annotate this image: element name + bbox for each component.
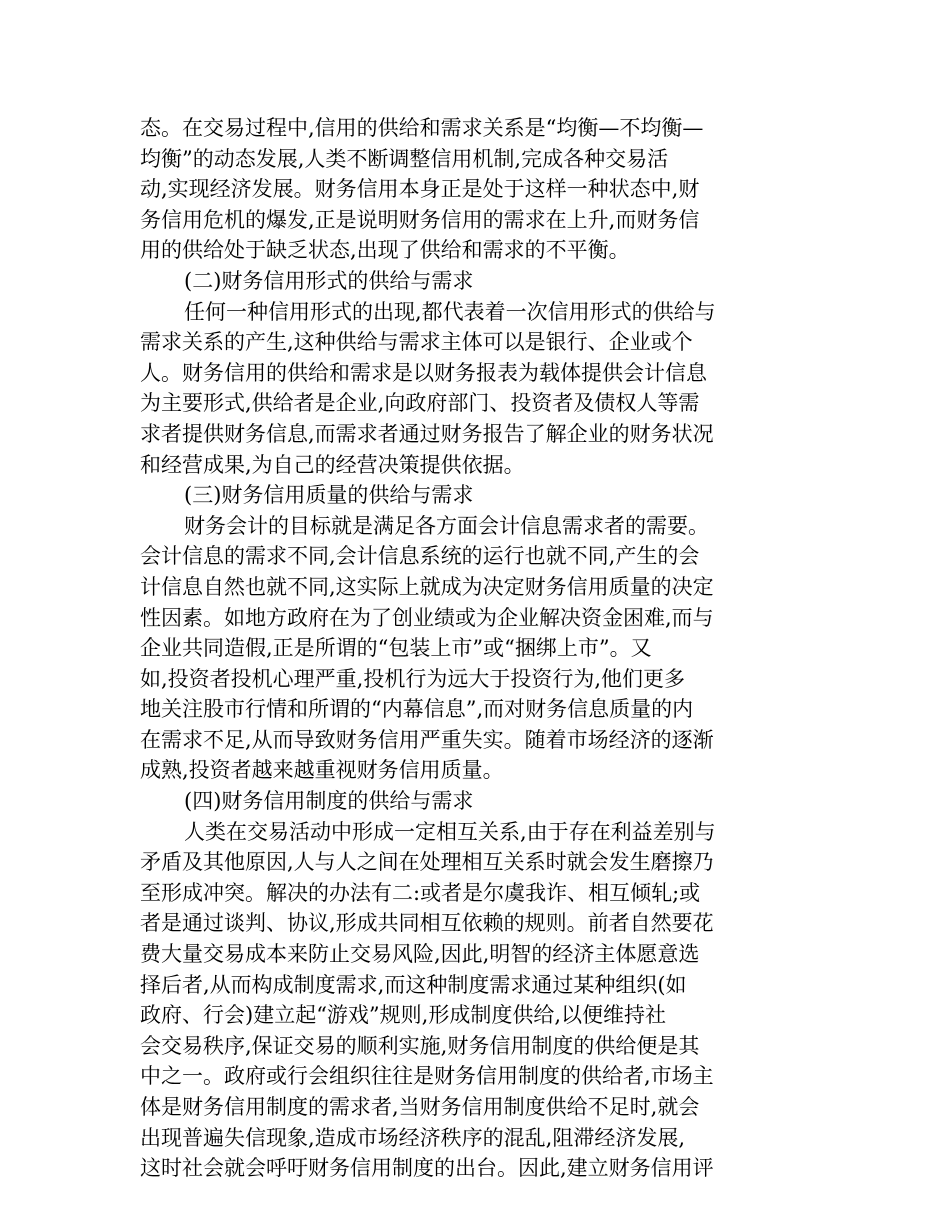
- section-heading: (四)财务信用制度的供给与需求: [184, 789, 474, 814]
- text-line: 地关注股市行情和所谓的“内幕信息”,而对财务信息质量的内: [140, 697, 694, 722]
- text-line: 企业共同造假,正是所谓的“包装上市”或“捆绑上市”。又: [140, 636, 652, 661]
- text-line: 态。在交易过程中,信用的供给和需求关系是“均衡—不均衡—: [140, 116, 704, 140]
- text-line: 务信用危机的爆发,正是说明财务信用的需求在上升,而财务信: [140, 207, 700, 232]
- text-line: 在需求不足,从而导致财务信用严重失实。随着市场经济的逐渐: [140, 727, 714, 752]
- text-line: 和经营成果,为自己的经营决策提供依据。: [140, 452, 525, 477]
- text-line: 为主要形式,供给者是企业,向政府部门、投资者及债权人等需: [140, 391, 700, 416]
- text-line: 中之一。政府或行会组织往往是财务信用制度的供给者,市场主: [140, 1064, 714, 1089]
- text-line: 会交易秩序,保证交易的顺利实施,财务信用制度的供给便是其: [140, 1033, 700, 1058]
- document-body: [140, 113, 745, 1184]
- text-line: 用的供给处于缺乏状态,出现了供给和需求的不平衡。: [140, 238, 630, 263]
- section-heading: (二)财务信用形式的供给与需求: [184, 268, 474, 293]
- text-line: 者是通过谈判、协议,形成共同相互依赖的规则。前者自然要花: [140, 911, 714, 936]
- text-line: 出现普遍失信现象,造成市场经济秩序的混乱,阻滞经济发展,: [140, 1125, 686, 1150]
- text-line: 动,实现经济发展。财务信用本身正是处于这样一种状态中,财: [140, 177, 700, 202]
- text-line: 均衡”的动态发展,人类不断调整信用机制,完成各种交易活: [140, 146, 669, 171]
- text-line: 如,投资者投机心理严重,投机行为远大于投资行为,他们更多: [140, 666, 686, 691]
- text-line: 费大量交易成本来防止交易风险,因此,明智的经济主体愿意选: [140, 942, 700, 967]
- text-line: 至形成冲突。解决的办法有二:或者是尔虞我诈、相互倾轧;或: [140, 880, 701, 905]
- text-line: 会计信息的需求不同,会计信息系统的运行也就不同,产生的会: [140, 544, 700, 569]
- text-line: 财务会计的目标就是满足各方面会计信息需求者的需要。: [184, 513, 709, 538]
- text-line: 这时社会就会呼吁财务信用制度的出台。因此,建立财务信用评: [140, 1156, 714, 1181]
- section-heading: (三)财务信用质量的供给与需求: [184, 483, 474, 508]
- text-line: 择后者,从而构成制度需求,而这种制度需求通过某种组织(如: [140, 972, 687, 997]
- text-line: 人。财务信用的供给和需求是以财务报表为载体提供会计信息: [140, 360, 707, 385]
- text-line: 计信息自然也就不同,这实际上就成为决定财务信用质量的决定: [140, 574, 714, 599]
- text-line: 体是财务信用制度的需求者,当财务信用制度供给不足时,就会: [140, 1095, 700, 1119]
- text-line: 矛盾及其他原因,人与人之间在处理相互关系时就会发生磨擦乃: [140, 850, 714, 875]
- text-line: 成熟,投资者越来越重视财务信用质量。: [140, 758, 504, 783]
- text-line: 任何一种信用形式的出现,都代表着一次信用形式的供给与: [184, 299, 716, 324]
- text-line: 性因素。如地方政府在为了创业绩或为企业解决资金困难,而与: [140, 605, 714, 630]
- text-line: 人类在交易活动中形成一定相互关系,由于存在利益差别与: [184, 819, 716, 844]
- text-line: 政府、行会)建立起“游戏”规则,形成制度供给,以便维持社: [140, 1003, 667, 1028]
- text-line: 求者提供财务信息,而需求者通过财务报告了解企业的财务状况: [140, 421, 714, 446]
- text-line: 需求关系的产生,这种供给与需求主体可以是银行、企业或个: [140, 330, 693, 355]
